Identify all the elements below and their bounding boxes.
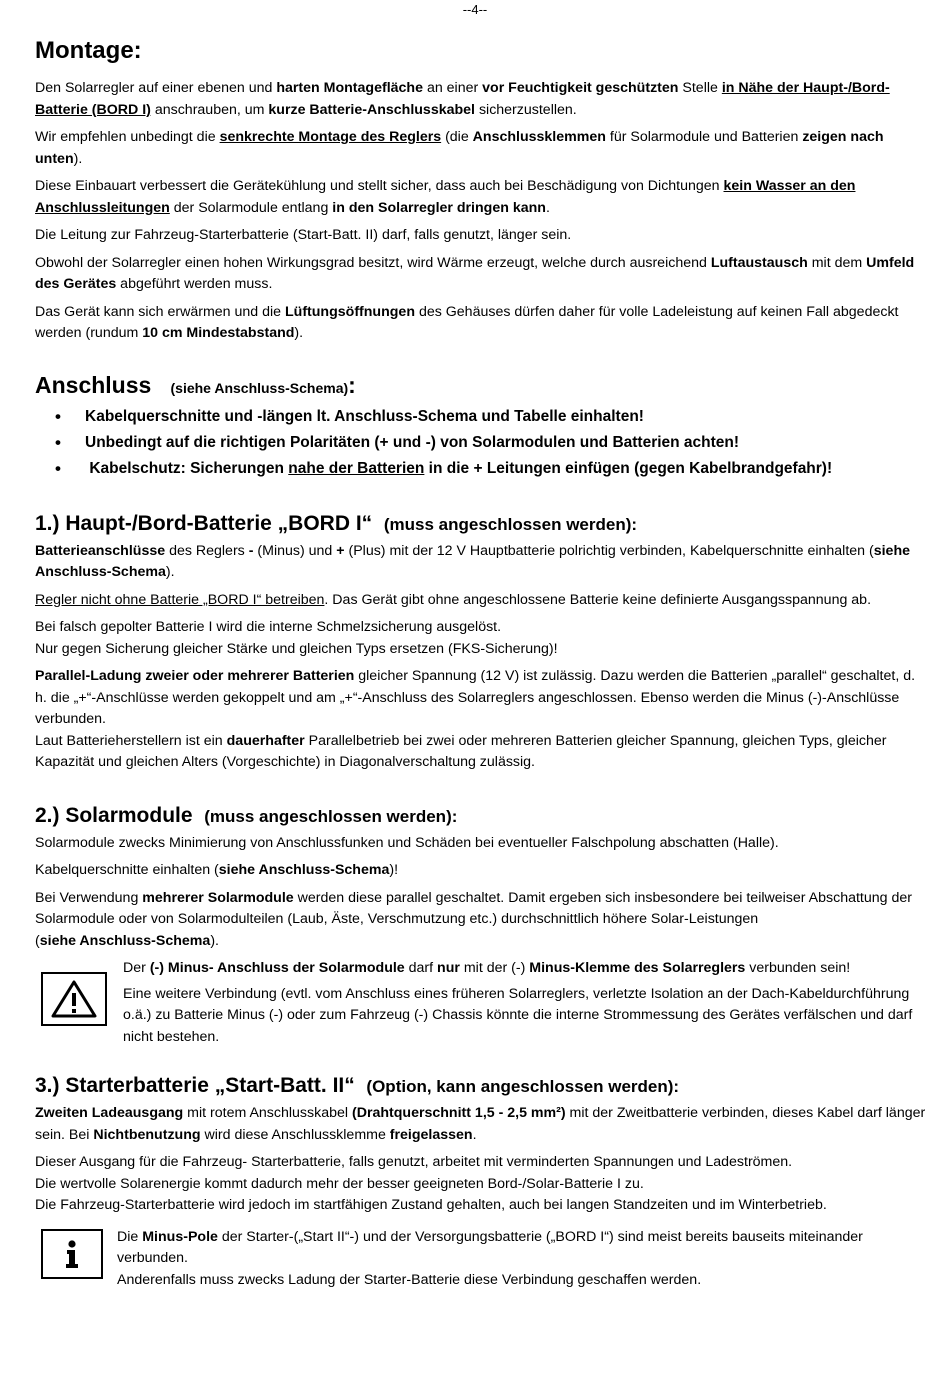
section3-heading: 3.) Starterbatterie „Start-Batt. II“ (Option, kann angeschlossen werden): — [35, 1074, 680, 1097]
section2-body — [35, 833, 930, 1049]
section3-paragraph-2a: Dieser Ausgang für die Fahrzeug- Starterbatterie, falls genutzt, arbeitet mit verminderten Spannungen und Ladeströmen. — [35, 1154, 793, 1170]
info-text-1: Die Minus-Pole der Starter-(„Start II“-) und der Versorgungsbatterie („BORD I“) sind meist bereits bauseits miteinander verbunden. — [117, 1228, 863, 1266]
document-page — [35, 0, 930, 1291]
montage-paragraph-2: Wir empfehlen unbedingt die senkrechte Montage des Reglers (die Anschlussklemmen für Solarmodule und Batterien zeigen nach unten). — [35, 129, 884, 167]
montage-paragraph-6: Das Gerät kann sich erwärmen und die Lüftungsöffnungen des Gehäuses dürfen daher für volle Ladeleistung auf keinen Fall abgedeckt werden (rundum 10 cm Mindestabstand). — [35, 303, 899, 341]
section1-paragraph-4: Parallel-Ladung zweier oder mehrerer Batterien gleicher Spannung (12 V) ist zulässig. Dazu werden die Batterien „parallel“ geschaltet, d. h. die „+“-Anschlüsse werden gekoppelt und am „+“-Anschluss des Solarreglers angeschlossen. Ebenso werden die Minus (-)-Anschlüsse verbunden. — [35, 668, 916, 727]
montage-paragraph-1: Den Solarregler auf einer ebenen und harten Montagefläche an einer vor Feuchtigkeit geschützten Stelle in Nähe der Haupt-/Bord-Batterie (BORD I) anschrauben, um kurze Batterie-Anschlusskabel sicherzustellen. — [35, 80, 890, 118]
warning-triangle-icon — [41, 972, 107, 1026]
anschluss-bullet-list — [35, 404, 930, 482]
section1-paragraph-2: Regler nicht ohne Batterie „BORD I“ betreiben. Das Gerät gibt ohne angeschlossene Batterie keine definierte Ausgangsspannung ab. — [35, 591, 872, 608]
warning-text-1: Der (-) Minus- Anschluss der Solarmodule darf nur mit der (-) Minus-Klemme des Solarreglers verbunden sein! — [123, 960, 851, 976]
section3-paragraph-1: Zweiten Ladeausgang mit rotem Anschlusskabel (Drahtquerschnitt 1,5 - 2,5 mm²) mit der Zweitbatterie verbinden, dieses Kabel darf länger sein. Bei Nichtbenutzung wird diese Anschlussklemme freigelassen. — [35, 1105, 926, 1143]
section1-paragraph-1: Batterieanschlüsse des Reglers - (Minus) und + (Plus) mit der 12 V Hauptbatterie polrichtig verbinden, Kabelquerschnitte einhalten (siehe Anschluss-Schema). — [35, 542, 910, 580]
anschluss-heading: Anschluss (siehe Anschluss-Schema): — [35, 371, 356, 398]
list-item: • Kabelschutz: Sicherungen nahe der Batterien in die + Leitungen einfügen (gegen Kabelbrandgefahr)! — [35, 456, 930, 482]
section3-paragraph-2b: Die wertvolle Solarenergie kommt dadurch mehr der besser geeigneten Bord-/Solar-Batterie I zu. — [35, 1175, 644, 1192]
montage-paragraph-4: Die Leitung zur Fahrzeug-Starterbatterie (Start-Batt. II) darf, falls genutzt, länger sein. — [35, 227, 572, 243]
montage-paragraph-3: Diese Einbauart verbessert die Gerätekühlung und stellt sicher, dass auch bei Beschädigung von Dichtungen kein Wasser an den Anschlussleitungen der Solarmodule entlang in den Solarregler dringen kann. — [35, 178, 856, 216]
section2-paragraph-3b: (siehe Anschluss-Schema). — [35, 932, 219, 949]
warning-text-2: Eine weitere Verbindung (evtl. vom Anschluss eines früheren Solarreglers, verletzte Isolation an der Dach-Kabeldurchführung o.ä.) zu Batterie Minus (-) oder zum Fahrzeug (-) Chassis könnte die interne Strommessung des Gerätes verfälschen und darf nicht bestehen. — [123, 985, 913, 1045]
section1-paragraph-3b: Nur gegen Sicherung gleicher Stärke und gleichen Typs ersetzen (FKS-Sicherung)! — [35, 640, 558, 657]
section2-paragraph-1: Solarmodule zwecks Minimierung von Anschlussfunken und Schäden bei eventueller Falschpolung abschatten (Halle). — [35, 834, 779, 851]
info-note — [35, 1227, 930, 1292]
montage-heading: Montage: — [35, 37, 142, 64]
list-item: • Unbedingt auf die richtigen Polaritäten (+ und -) von Solarmodulen und Batterien achten! — [35, 430, 930, 456]
montage-body — [35, 78, 930, 345]
warning-note — [35, 958, 930, 1048]
info-icon — [41, 1229, 103, 1279]
section3-paragraph-2c: Die Fahrzeug-Starterbatterie wird jedoch im startfähigen Zustand gehalten, auch bei langen Standzeiten und im Winterbetrieb. — [35, 1197, 827, 1213]
section1-paragraph-3a: Bei falsch gepolter Batterie I wird die interne Schmelzsicherung ausgelöst. — [35, 619, 502, 635]
section2-paragraph-2: Kabelquerschnitte einhalten (siehe Anschluss-Schema)! — [35, 862, 399, 878]
info-text-2: Anderenfalls muss zwecks Ladung der Starter-Batterie diese Verbindung geschaffen werden. — [117, 1271, 702, 1288]
page-number: --4-- — [462, 2, 488, 17]
section1-heading: 1.) Haupt-/Bord-Batterie „BORD I“ (muss angeschlossen werden): — [35, 511, 638, 535]
montage-paragraph-5: Obwohl der Solarregler einen hohen Wirkungsgrad besitzt, wird Wärme erzeugt, welche durch ausreichend Luftaustausch mit dem Umfeld des Gerätes abgeführt werden muss. — [35, 254, 915, 292]
section1-paragraph-5: Laut Batterieherstellern ist ein dauerhafter Parallelbetrieb bei zwei oder mehreren Batterien gleicher Spannung, gleichen Typs, gleicher Kapazität und gleichen Alters (Vorgeschichte) in Diagonalverschaltung zulässig. — [35, 732, 887, 770]
section3-body — [35, 1103, 930, 1291]
section2-paragraph-3: Bei Verwendung mehrerer Solarmodule werden diese parallel geschaltet. Damit ergeben sich insbesondere bei teilweiser Abschattung der Solarmodule oder von Solarmodulteilen (Laub, Äste, Verschmutzung etc.) durchschnittlich höhere Solar-Leistungen — [35, 889, 912, 927]
list-item: • Kabelquerschnitte und -längen lt. Anschluss-Schema und Tabelle einhalten! — [35, 404, 930, 430]
section1-body — [35, 541, 930, 774]
section2-heading: 2.) Solarmodule (muss angeschlossen werden): — [35, 803, 458, 827]
